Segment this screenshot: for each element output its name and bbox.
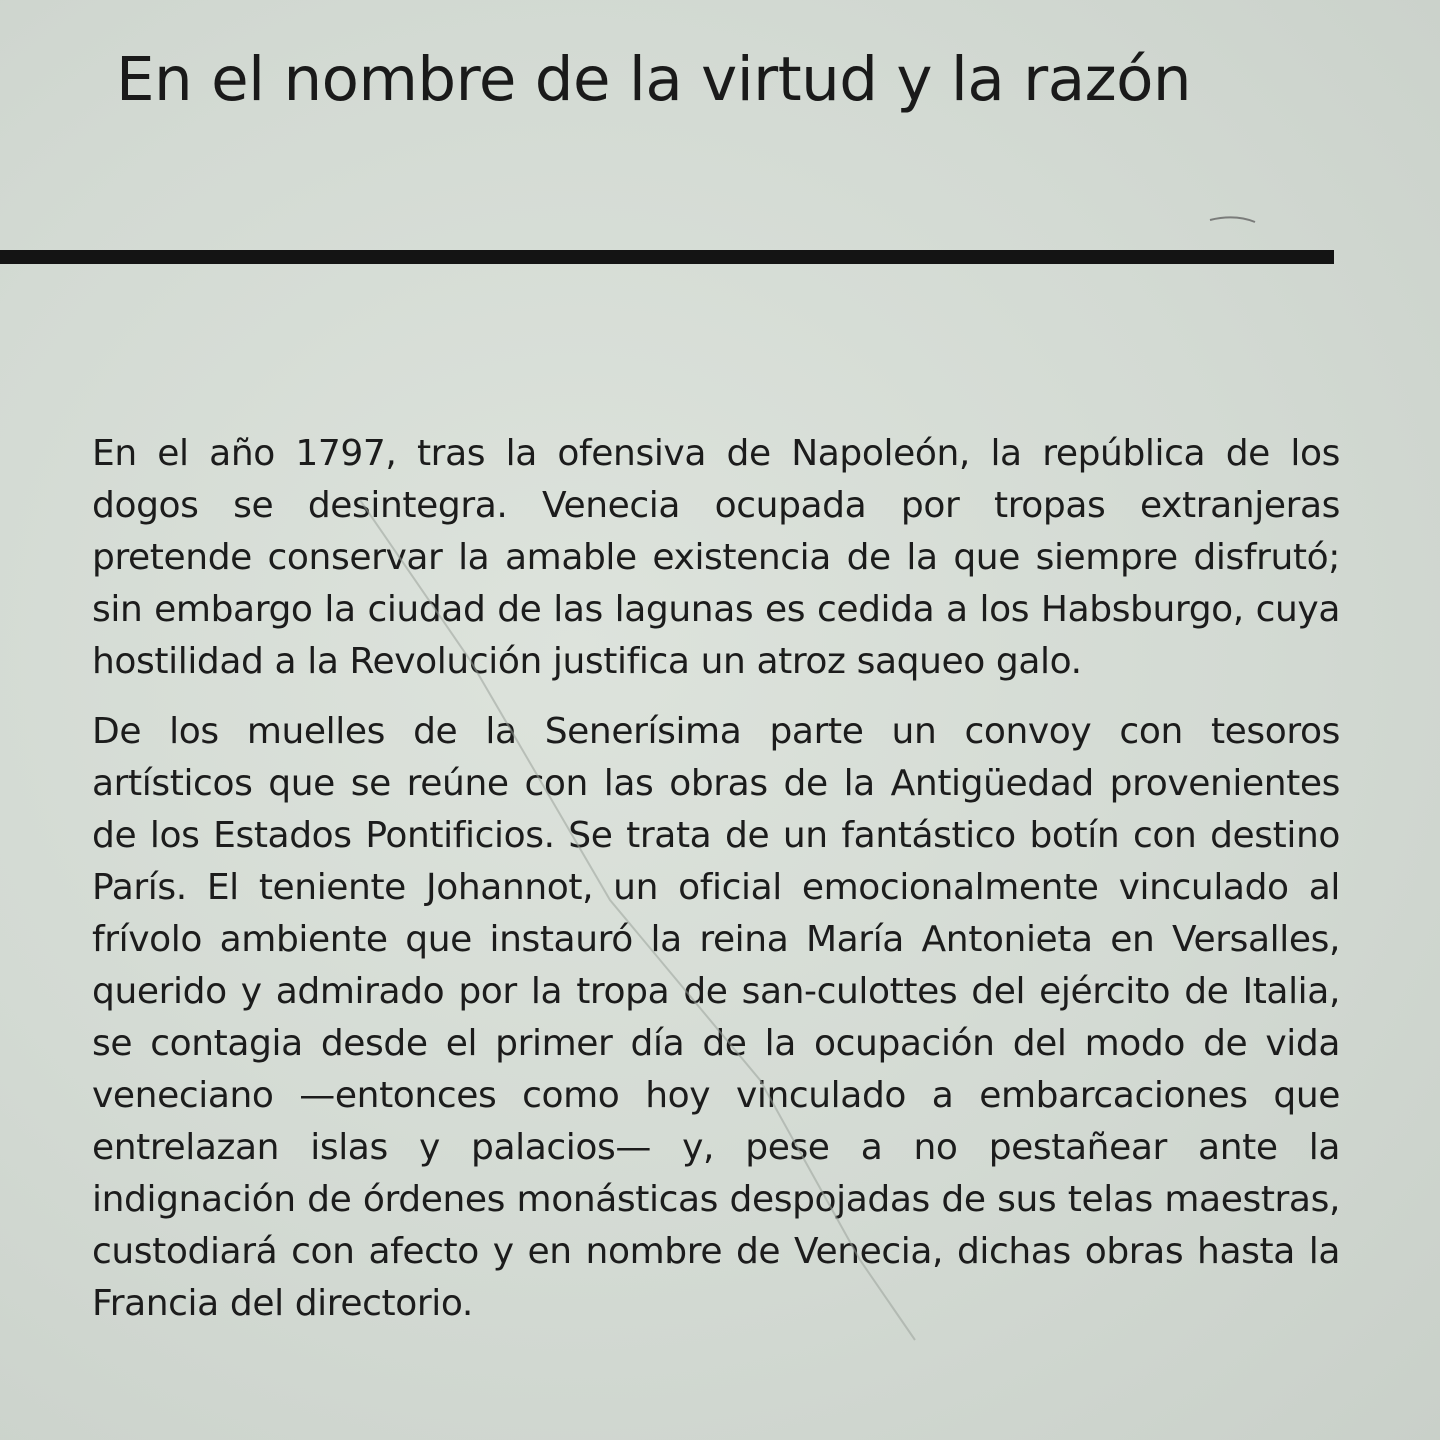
paragraph-1: En el año 1797, tras la ofensiva de Napoleón, la república de los dogos se desintegra. Venecia ocupada por tropas extranjeras pretende conservar la amable existencia de la que siempre disfrutó; sin embargo la ciudad de las lagunas es cedida a los Habsburgo, cuya hostilidad a la Revolución justifica un atroz saqueo galo. bbox=[92, 433, 1340, 682]
paragraph-2: De los muelles de la Senerísima parte un convoy con tesoros artísticos que se reúne con las obras de la Antigüedad provenientes de los Estados Pontificios. Se trata de un fantástico botín con destino París. El teniente Johannot, un oficial emocionalmente vinculado al frívolo ambiente que instauró la reina María Antonieta en Versalles, querido y admirado por la tropa de san-culottes del ejército de Italia, se contagia desde el primer día de la ocupación del modo de vida veneciano —entonces como hoy vinculado a embarcaciones que entrelazan islas y palacios— y, pese a no pestañear ante la indignación de órdenes monásticas despojadas de sus telas maestras, custodiará con afecto y en nombre de Venecia, dichas obras hasta la Francia del directorio. bbox=[92, 711, 1340, 1324]
body-text bbox=[92, 428, 1340, 1348]
page-title: En el nombre de la virtud y la razón bbox=[116, 44, 1192, 115]
title-divider bbox=[0, 250, 1334, 264]
